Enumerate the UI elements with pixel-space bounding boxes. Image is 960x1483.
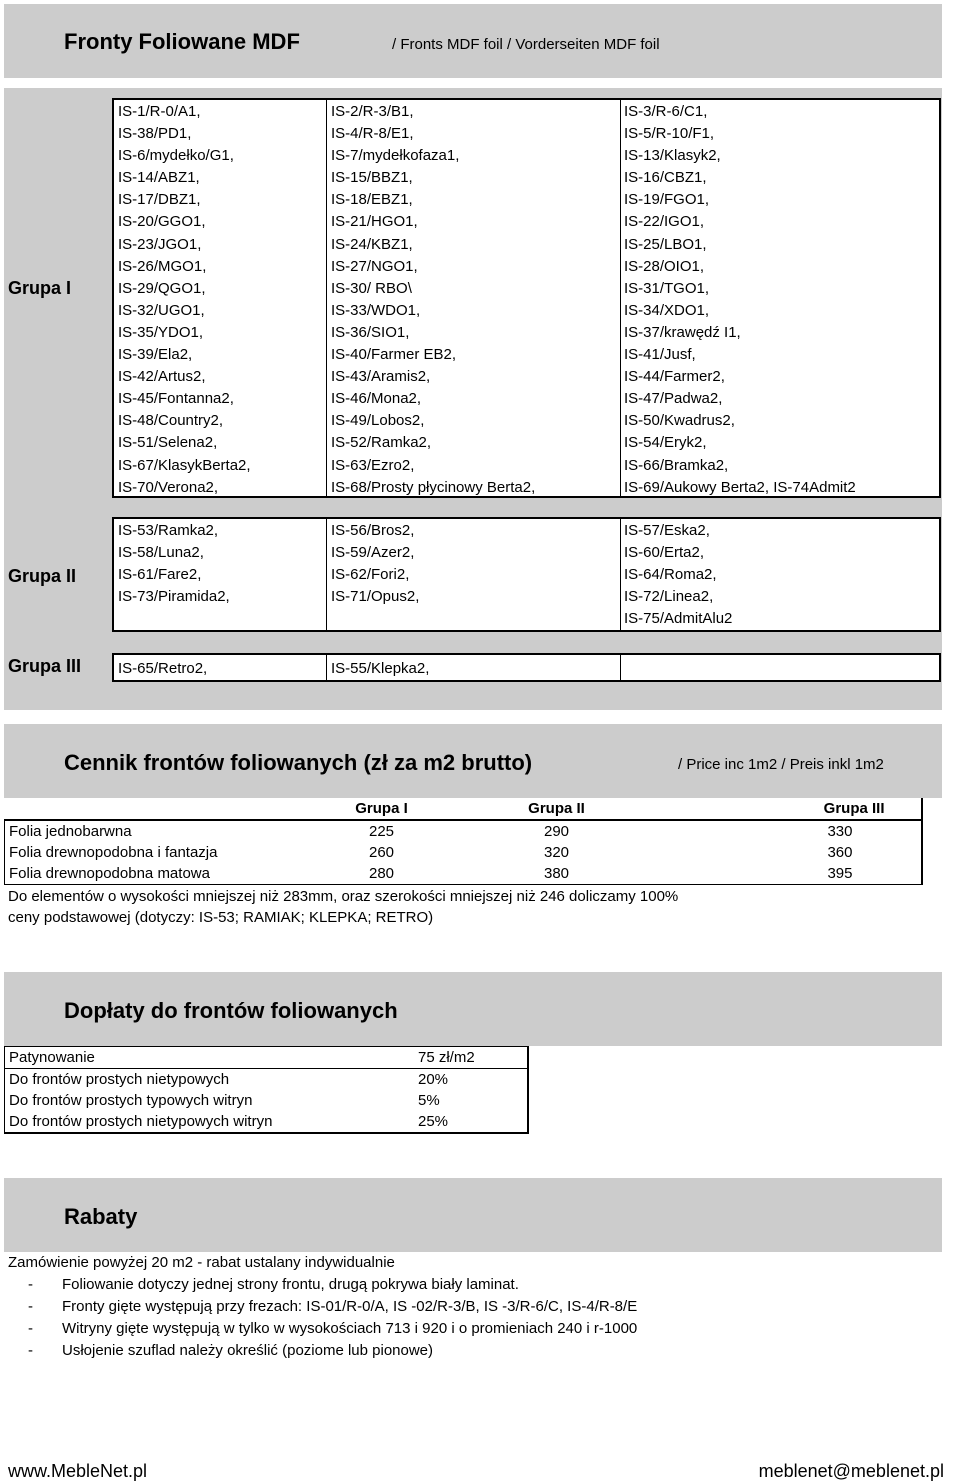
model-code-item: IS-70/Verona2,	[118, 478, 219, 496]
pricing-band	[4, 724, 942, 798]
model-code-item: IS-1/R-0/A1,	[118, 103, 201, 120]
model-code-item: IS-41/Jusf,	[624, 346, 696, 364]
group1-column-3	[624, 101, 856, 499]
group-box-2	[112, 517, 941, 632]
pricing-title: Cennik frontów foliowanych (zł za m2 brutto)	[64, 750, 533, 775]
group-label-1: Grupa I	[8, 278, 72, 298]
discounts-band	[4, 1178, 942, 1252]
surcharge-row	[5, 1090, 529, 1111]
model-code-item: IS-30/ RBO\	[331, 279, 412, 297]
pricing-value: 290	[543, 823, 570, 840]
model-code-item: IS-50/Kwadrus2,	[624, 412, 735, 430]
pricing-value: 225	[368, 823, 395, 840]
model-code-item: IS-42/Artus2,	[118, 368, 206, 386]
pricing-value: 360	[645, 842, 922, 863]
surcharge-row	[5, 1111, 529, 1133]
model-code-item: IS-52/Ramka2,	[331, 434, 432, 452]
surcharges-band	[4, 972, 942, 1046]
model-code-item: IS-37/krawędź I1,	[624, 323, 741, 341]
model-code-item: IS-44/Farmer2,	[624, 368, 725, 386]
group1-column-1	[118, 101, 251, 499]
surcharge-label: Do frontów prostych nietypowych	[5, 1069, 415, 1091]
model-code-item: IS-72/Linea2,	[624, 588, 714, 606]
model-code-item: IS-68/Prosty płycinowy Berta2,	[331, 478, 536, 496]
pricing-value: 330	[645, 820, 922, 842]
model-code-item: IS-3/R-6/C1,	[624, 103, 708, 120]
model-code-item: IS-14/ABZ1,	[118, 169, 200, 187]
model-code-item: IS-60/Erta2,	[624, 544, 705, 562]
discount-bullet: - Fronty gięte występują przy frezach: IS-01/R-0/A, IS -02/R-3/B, IS -3/R-6/C, IS-4/R-8/E	[28, 1298, 638, 1315]
group3-column-2	[331, 658, 429, 680]
model-code-item: IS-32/UGO1,	[118, 301, 205, 319]
surcharges-table	[4, 1046, 529, 1134]
model-code-item: IS-31/TGO1,	[624, 279, 710, 297]
pricing-subtitle: / Price inc 1m2 / Preis inkl 1m2	[678, 756, 884, 773]
model-code-item: IS-69/Aukowy Berta2, IS-74Admit2	[624, 478, 856, 496]
pricing-row	[5, 863, 922, 885]
group-label-3: Grupa III	[8, 656, 82, 676]
surcharge-value: 25%	[414, 1111, 528, 1133]
model-code-item: IS-59/Azer2,	[331, 544, 415, 562]
model-code-item: IS-49/Lobos2,	[331, 412, 425, 430]
model-code-item: IS-2/R-3/B1,	[331, 103, 414, 120]
model-code-item: IS-25/LBO1,	[624, 235, 707, 253]
pricing-value: 280	[295, 863, 469, 885]
model-code-item: IS-24/KBZ1,	[331, 235, 413, 253]
group2-column-1	[118, 520, 230, 608]
model-code-item: IS-46/Mona2,	[331, 390, 422, 408]
model-code-item: IS-75/AdmitAlu2	[624, 610, 733, 628]
model-code-item: IS-57/Eska2,	[624, 522, 710, 539]
model-code-item: IS-23/JGO1,	[118, 235, 202, 253]
discount-bullet: - Witryny gięte występują w tylko w wysokościach 713 i 920 i o promieniach 240 i r-1000	[28, 1320, 638, 1337]
model-code-item: IS-39/Ela2,	[118, 346, 193, 364]
pricing-header-row	[5, 798, 922, 820]
surcharges-title: Dopłaty do frontów foliowanych	[64, 998, 398, 1023]
model-code-item: IS-17/DBZ1,	[118, 191, 201, 209]
model-code-item: IS-33/WDO1,	[331, 301, 421, 319]
model-code-item: IS-16/CBZ1,	[624, 169, 707, 187]
model-code-item: IS-66/Bramka2,	[624, 456, 729, 474]
model-code-item: IS-53/Ramka2,	[118, 522, 219, 539]
group-label-2: Grupa II	[8, 566, 77, 586]
model-code-item: IS-56/Bros2,	[331, 522, 415, 539]
model-code-item: IS-73/Piramida2,	[118, 588, 230, 606]
model-code-item: IS-54/Eryk2,	[624, 434, 707, 452]
group1-column-2	[331, 101, 535, 499]
surcharge-value: 20%	[414, 1069, 528, 1091]
model-code-item: IS-22/IGO1,	[624, 213, 705, 231]
surcharge-row	[5, 1047, 529, 1069]
footer-email-link[interactable]: meblenet@meblenet.pl	[758, 1461, 944, 1481]
discounts-line: Zamówienie powyżej 20 m2 - rabat ustalany indywidualnie	[8, 1254, 395, 1271]
model-code-item: IS-15/BBZ1,	[331, 169, 413, 187]
model-code-item: IS-51/Selena2,	[118, 434, 218, 452]
discount-bullet: - Usłojenie szuflad należy określić (poziome lub pionowe)	[28, 1342, 434, 1359]
model-code-item: IS-58/Luna2,	[118, 544, 204, 562]
model-code-item: IS-35/YDO1,	[118, 323, 204, 341]
model-code-item: IS-27/NGO1,	[331, 257, 418, 275]
pricing-value: 380	[469, 863, 645, 885]
pricing-value: 320	[543, 844, 570, 861]
header-band	[4, 4, 942, 78]
pricing-value: 395	[645, 863, 922, 885]
model-code-item: IS-38/PD1,	[118, 125, 192, 143]
surcharge-label: Do frontów prostych nietypowych witryn	[5, 1111, 415, 1133]
page-title: Fronty Foliowane MDF	[64, 29, 300, 54]
model-code-item: IS-63/Ezro2,	[331, 456, 415, 474]
surcharge-label: Do frontów prostych typowych witryn	[5, 1090, 415, 1111]
model-code-item: IS-34/XDO1,	[624, 301, 710, 319]
model-code-item: IS-4/R-8/E1,	[331, 125, 414, 143]
pricing-note-1: Do elementów o wysokości mniejszej niż 283mm, oraz szerokości mniejszej niż 246 doliczamy 100%	[8, 888, 679, 905]
model-code-item: IS-62/Fori2,	[331, 566, 410, 584]
model-code-item: IS-26/MGO1,	[118, 257, 207, 275]
model-code-item: IS-71/Opus2,	[331, 588, 420, 606]
group2-column-2	[331, 520, 419, 608]
surcharge-value: 75 zł/m2	[414, 1047, 528, 1069]
group-box-1	[112, 98, 941, 498]
model-code-item: IS-36/SIO1,	[331, 323, 410, 341]
group-box-3	[112, 653, 941, 682]
model-code-item: IS-5/R-10/F1,	[624, 125, 715, 143]
model-code-item: IS-47/Padwa2,	[624, 390, 723, 408]
model-code-item: IS-67/KlasykBerta2,	[118, 456, 251, 474]
page-subtitle: / Fronts MDF foil / Vorderseiten MDF foil	[392, 36, 660, 53]
pricing-row-label: Folia drewnopodobna matowa	[5, 863, 295, 885]
model-code-item: IS-40/Farmer EB2,	[331, 346, 457, 364]
model-code-item: IS-20/GGO1,	[118, 213, 206, 231]
surcharge-value: 5%	[414, 1090, 528, 1111]
model-code-item: IS-29/QGO1,	[118, 279, 206, 297]
model-code-item: IS-19/FGO1,	[624, 191, 710, 209]
surcharge-label: Patynowanie	[5, 1047, 415, 1069]
model-code-item: IS-55/Klepka2,	[331, 660, 430, 677]
surcharge-row	[5, 1069, 529, 1091]
pricing-table	[4, 798, 923, 885]
group2-column-3	[624, 520, 732, 630]
pricing-header-1: Grupa I	[355, 800, 408, 817]
model-code-item: IS-18/EBZ1,	[331, 191, 413, 209]
model-code-item: IS-21/HGO1,	[331, 213, 418, 231]
model-code-item: IS-7/mydełkofaza1,	[331, 147, 460, 165]
model-code-item: IS-43/Aramis2,	[331, 368, 431, 386]
pricing-row	[5, 842, 922, 863]
pricing-row-label: Folia drewnopodobna i fantazja	[5, 842, 295, 863]
pricing-row	[5, 820, 922, 842]
model-code-item: IS-61/Fare2,	[118, 566, 202, 584]
pricing-value: 260	[368, 844, 395, 861]
model-code-item: IS-64/Roma2,	[624, 566, 717, 584]
footer-website-link[interactable]: www.MebleNet.pl	[8, 1461, 148, 1481]
pricing-header-3: Grupa III	[645, 798, 922, 820]
group3-column-1	[118, 658, 207, 680]
model-code-item: IS-28/OIO1,	[624, 257, 705, 275]
pricing-row-label: Folia jednobarwna	[5, 820, 295, 842]
pricing-note-2: ceny podstawowej (dotyczy: IS-53; RAMIAK; KLEPKA; RETRO)	[8, 909, 434, 926]
model-code-item: IS-13/Klasyk2,	[624, 147, 721, 165]
model-code-item: IS-45/Fontanna2,	[118, 390, 234, 408]
discount-bullet: - Foliowanie dotyczy jednej strony frontu, drugą pokrywa biały laminat.	[28, 1276, 519, 1293]
model-code-item: IS-65/Retro2,	[118, 660, 208, 677]
discounts-title: Rabaty	[64, 1204, 138, 1229]
pricing-header-2: Grupa II	[528, 800, 585, 817]
model-code-item: IS-48/Country2,	[118, 412, 224, 430]
model-code-item: IS-6/mydełko/G1,	[118, 147, 234, 165]
